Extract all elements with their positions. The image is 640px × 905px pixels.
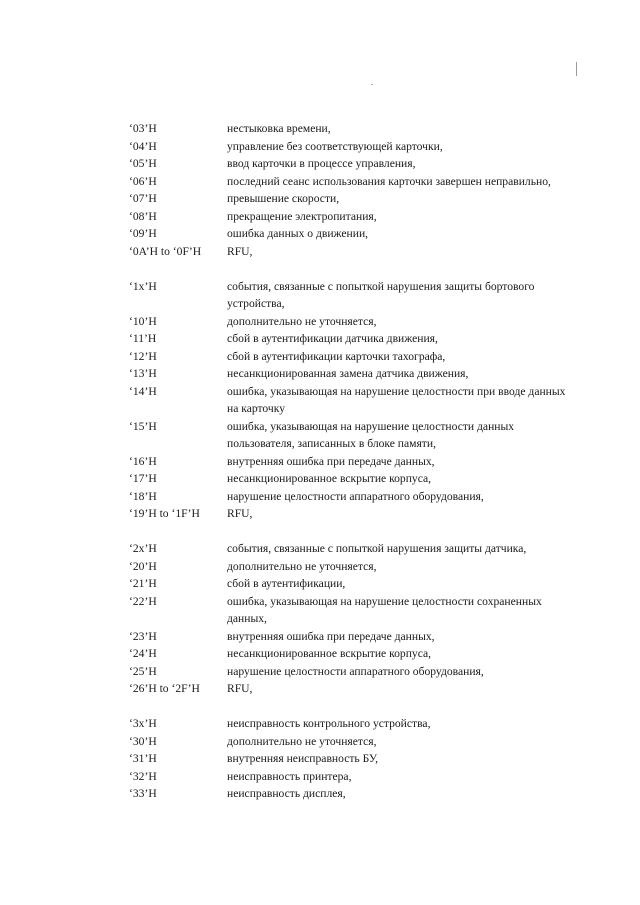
event-description: нарушение целостности аппаратного оборудования, [227, 489, 484, 503]
code-row [0, 785, 640, 803]
code-row [0, 470, 640, 488]
event-code: ‘18’H [129, 489, 157, 503]
event-description: ошибка, указывающая на нарушение целостности сохраненных данных, [227, 594, 542, 625]
event-description: сбой в аутентификации датчика движения, [227, 332, 438, 345]
event-description: ошибка, указывающая на нарушение целостности при вводе данных на карточку [227, 384, 566, 415]
event-code: ‘12’H [129, 349, 157, 363]
code-row [0, 558, 640, 576]
event-code: ‘3x’H [129, 717, 157, 730]
code-row [0, 488, 640, 506]
code-group [0, 540, 640, 698]
code-row [0, 348, 640, 366]
event-description: несанкционированное вскрытие корпуса, [227, 647, 432, 660]
event-description: дополнительно не уточняется, [227, 734, 377, 748]
event-code: ‘11’H [129, 332, 157, 345]
event-code: ‘13’H [129, 367, 157, 380]
event-code: ‘22’H [129, 594, 157, 608]
code-row [0, 750, 640, 768]
event-code: ‘06’H [129, 174, 157, 188]
event-description: сбой в аутентификации, [227, 577, 346, 590]
code-row [0, 278, 640, 313]
event-description: нарушение целостности аппаратного оборудования, [227, 664, 484, 678]
event-description: сбой в аутентификации карточки тахографа, [227, 349, 446, 363]
code-row [0, 505, 640, 523]
code-row [0, 453, 640, 471]
code-row [0, 715, 640, 733]
event-description: дополнительно не уточняется, [227, 314, 377, 328]
event-code: ‘26’H to ‘2F’H [129, 682, 200, 695]
code-row [0, 120, 640, 138]
event-description: ошибка данных о движении, [227, 227, 369, 240]
event-code: ‘16’H [129, 454, 157, 468]
code-row [0, 733, 640, 751]
code-row [0, 768, 640, 786]
code-row [0, 540, 640, 558]
event-code: ‘32’H [129, 769, 157, 783]
code-group [0, 715, 640, 803]
event-description: RFU, [227, 682, 253, 695]
event-code: ‘2x’H [129, 542, 157, 555]
scan-dot [371, 84, 373, 85]
event-code: ‘19’H to ‘1F’H [129, 507, 200, 520]
event-code: ‘25’H [129, 664, 157, 678]
code-row [0, 575, 640, 593]
code-group [0, 120, 640, 260]
code-row [0, 383, 640, 418]
event-code: ‘14’H [129, 384, 157, 398]
code-row [0, 155, 640, 173]
code-row [0, 313, 640, 331]
code-row [0, 330, 640, 348]
code-group [0, 278, 640, 523]
event-code: ‘15’H [129, 419, 157, 433]
event-code-list [0, 120, 640, 803]
event-description: внутренняя ошибка при передаче данных, [227, 454, 435, 468]
event-description: внутренняя неисправность БУ, [227, 752, 379, 765]
event-description: несанкционированное вскрытие корпуса, [227, 472, 432, 485]
event-code: ‘20’H [129, 559, 157, 573]
event-code: ‘23’H [129, 629, 157, 643]
event-code: ‘05’H [129, 157, 157, 170]
event-description: ошибка, указывающая на нарушение целостности данных пользователя, записанных в блоке памяти, [227, 419, 515, 450]
code-row [0, 593, 640, 628]
event-description: дополнительно не уточняется, [227, 559, 377, 573]
code-row [0, 243, 640, 261]
event-description: ввод карточки в процессе управления, [227, 157, 416, 170]
code-row [0, 225, 640, 243]
event-description: неисправность принтера, [227, 769, 352, 783]
event-code: ‘33’H [129, 787, 157, 800]
event-code: ‘10’H [129, 314, 157, 328]
event-description: превышение скорости, [227, 192, 340, 205]
event-code: ‘31’H [129, 752, 157, 765]
event-description: управление без соответствующей карточки, [227, 139, 443, 153]
event-description: RFU, [227, 244, 253, 258]
code-row [0, 173, 640, 191]
code-row [0, 190, 640, 208]
event-description: прекращение электропитания, [227, 209, 377, 223]
event-description: RFU, [227, 507, 253, 520]
code-row [0, 365, 640, 383]
event-description: внутренняя ошибка при передаче данных, [227, 629, 435, 643]
scan-mark [576, 62, 577, 76]
event-code: ‘04’H [129, 139, 157, 153]
event-code: ‘21’H [129, 577, 157, 590]
event-code: ‘08’H [129, 209, 157, 223]
code-row [0, 138, 640, 156]
event-description: события, связанные с попыткой нарушения защиты датчика, [227, 542, 527, 555]
code-row [0, 663, 640, 681]
code-row [0, 680, 640, 698]
code-row [0, 628, 640, 646]
event-code: ‘30’H [129, 734, 157, 748]
code-row [0, 645, 640, 663]
event-code: ‘03’H [129, 122, 157, 135]
code-row [0, 208, 640, 226]
event-code: ‘0A’H to ‘0F’H [129, 244, 202, 258]
event-code: ‘07’H [129, 192, 157, 205]
event-description: события, связанные с попыткой нарушения защиты бортового устройства, [227, 279, 535, 310]
event-description: неисправность контрольного устройства, [227, 717, 431, 730]
event-code: ‘17’H [129, 472, 157, 485]
event-description: несанкционированная замена датчика движения, [227, 367, 469, 380]
event-code: ‘1x’H [129, 279, 157, 293]
event-description: последний сеанс использования карточки завершен неправильно, [227, 174, 551, 188]
event-code: ‘24’H [129, 647, 157, 660]
code-row [0, 418, 640, 453]
event-description: неисправность дисплея, [227, 787, 346, 800]
event-code: ‘09’H [129, 227, 157, 240]
event-description: нестыковка времени, [227, 122, 331, 135]
